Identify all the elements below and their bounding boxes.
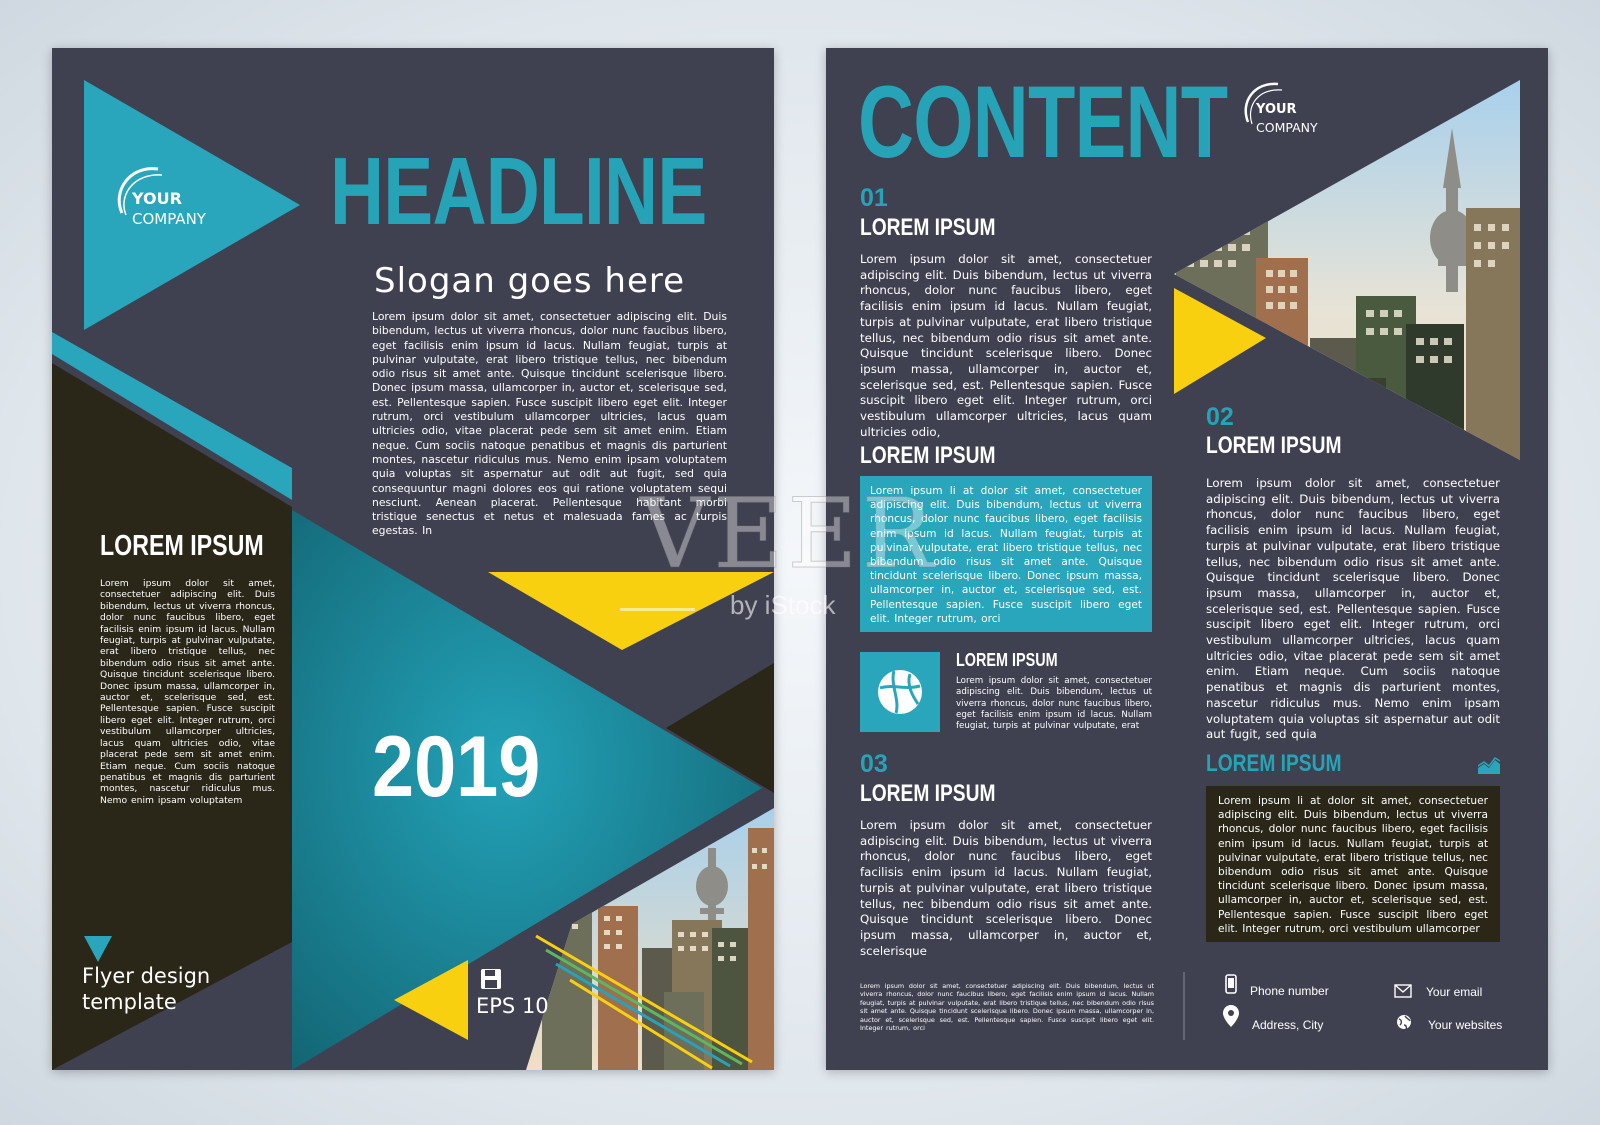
section2-text: Lorem ipsum dolor sit amet, consectetuer adipiscing elit. Duis bibendum, lectus ut viverra rhoncus, dolor nunc faucibus libero, eget facilisis enim ipsum id lacus. Nullam feugiat, turpis at pulvinar vulputate, erat libero tristique tellus, nec bibendum odio risus sit amet ante. Quisque tincidunt scelerisque libero. Donec ipsum massa, ullamcorper in, auctor et, scelerisque sed, est. Pellentesque sapien. Fusce suscipit libero eget elit. Integer rutrum, orci vestibulum ullamcorper ultricies, lacus quam ultricies odio, vitae placerat pede sem sit amet enim. Etiam neque. Cum sociis natoque penatibus et magnis dis parturient montes, nascetur ridiculus mus. Nemo enim ipsam voluptatem quia voluptas sit aspernatur aut odit aut fugit, sed quia bbox=[1206, 476, 1500, 742]
company-logo-right bbox=[1240, 78, 1340, 138]
section3-number: 03 bbox=[860, 750, 888, 778]
headline: HEADLINE bbox=[330, 138, 707, 245]
website-label: Your websites bbox=[1428, 1018, 1503, 1032]
footer-line1: Flyer design bbox=[82, 964, 211, 988]
basketball-icon bbox=[876, 668, 924, 716]
yellow-triangle-top bbox=[488, 572, 774, 650]
phone-label: Phone number bbox=[1250, 984, 1329, 998]
section2-title: LOREM IPSUM bbox=[1206, 432, 1342, 459]
company-logo bbox=[112, 161, 222, 231]
envelope-icon bbox=[1394, 984, 1412, 998]
section3-title: LOREM IPSUM bbox=[860, 780, 996, 807]
logo-line1: YOUR bbox=[132, 189, 182, 208]
chart-icon bbox=[1478, 756, 1500, 774]
intro-text: Lorem ipsum dolor sit amet, consectetuer adipiscing elit. Duis bibendum, lectus ut viverra rhoncus, dolor nunc faucibus libero, eget facilisis enim ipsum id lacus. Nullam feugiat, turpis at pulvinar vulputate, erat libero tristique tellus, nec bibendum odio risus sit amet ante. Quisque tincidunt scelerisque libero. Donec ipsum massa, ullamcorper in, auctor et, scelerisque sed, est. Pellentesque sapien. Fusce suscipit libero eget elit. Integer rutrum, orci vestibulum ullamcorper ultricies, lacus quam ultricies odio, vitae placerat pede sem sit amet enim. Etiam neque. Cum sociis natoque penatibus et magnis dis parturient montes, nascetur ridiculus mus. Nemo enim ipsam voluptatem quia voluptas sit aspernatur aut odit aut fugit, sed quia consequuntur magni dolores eos qui ratione voluptatem sequi nesciunt. Aenean placerat. Pellentesque habitant morbi tristique senectus et netus et malesuada fames ac turpis egestas. In bbox=[372, 310, 727, 538]
year: 2019 bbox=[372, 719, 541, 815]
section1-number: 01 bbox=[860, 184, 888, 212]
logo-line1: YOUR bbox=[1256, 102, 1297, 117]
footer-line2: template bbox=[82, 990, 177, 1014]
section2-number: 02 bbox=[1206, 403, 1234, 431]
dark-section-text: Lorem ipsum li at dolor sit amet, consectetuer adipiscing elit. Duis bibendum, lectus ut viverra rhoncus, dolor nunc faucibus libero, eget facilisis enim ipsum id lacus. Nullam feugiat, turpis at pulvinar vulputate, erat libero tristique tellus, nec bibendum odio risus sit amet ante. Quisque tincidunt scelerisque libero. Donec ipsum massa, ullamcorper in, auctor et, scelerisque sed, est. Pellentesque sapien. Fusce suscipit libero eget elit. Integer rutrum, orci vestibulum ullamcorper bbox=[1218, 795, 1488, 935]
watermark-sub: by iStock bbox=[730, 590, 836, 620]
flyer-left-page bbox=[52, 48, 774, 1070]
flyer-right-page bbox=[826, 48, 1548, 1070]
location-pin-icon bbox=[1222, 1004, 1240, 1028]
section-title: LOREM IPSUM bbox=[100, 530, 264, 562]
email-label: Your email bbox=[1426, 985, 1483, 999]
icon-section-text: Lorem ipsum dolor sit amet, consectetuer adipiscing elit. Duis bibendum, lectus ut viverra rhoncus, dolor nunc faucibus libero, eget facilisis enim ipsum id lacus. Nullam feugiat, turpis at pulvinar vulputate, erat bbox=[956, 676, 1152, 732]
logo-line2: COMPANY bbox=[132, 210, 206, 228]
section1-title: LOREM IPSUM bbox=[860, 214, 996, 241]
content-title: CONTENT bbox=[858, 65, 1228, 179]
highlight-text: Lorem ipsum li at dolor sit amet, consectetuer adipiscing elit. Duis bibendum, lectus ut viverra rhoncus, dolor nunc faucibus libero, eget facilisis enim ipsum id lacus. Nullam feugiat, turpis at pulvinar vulputate, erat libero tristique tellus, nec bibendum odio risus sit amet ante. Quisque tincidunt scelerisque libero. Donec ipsum massa, ullamcorper in, auctor et, scelerisque sed, est. Pellentesque sapien. Fusce suscipit libero eget elit. Integer rutrum, orci bbox=[870, 485, 1142, 625]
icon-section-title: LOREM IPSUM bbox=[956, 650, 1058, 670]
section-text: Lorem ipsum dolor sit amet, consectetuer adipiscing elit. Duis bibendum, lectus ut viverra rhoncus, dolor nunc faucibus libero, eget facilisis enim ipsum id lacus. Nullam feugiat, turpis at pulvinar vulputate, erat libero tristique tellus, nec bibendum odio risus sit amet ante. Quisque tincidunt scelerisque libero. Donec ipsum massa, ullamcorper in, auctor et, scelerisque sed, est. Pellentesque sapien. Fusce suscipit libero eget elit. Integer rutrum, orci vestibulum ullamcorper ultricies, lacus quam ultricies odio, vitae placerat pede sem sit amet enim. Etiam neque. Cum sociis natoque penatibus et magnis dis parturient montes, nascetur ridiculus mus. Nemo enim ipsam voluptatem bbox=[100, 578, 275, 806]
dark-section-title: LOREM IPSUM bbox=[1206, 750, 1342, 777]
logo-line2: COMPANY bbox=[1256, 120, 1318, 135]
section3-text: Lorem ipsum dolor sit amet, consectetuer adipiscing elit. Duis bibendum, lectus ut viverra rhoncus, dolor nunc faucibus libero, eget facilisis enim ipsum id lacus. Nullam feugiat, turpis at pulvinar vulputate, erat libero tristique tellus, nec bibendum odio risus sit amet ante. Quisque tincidunt scelerisque libero. Donec ipsum massa, ullamcorper in, auctor et, scelerisque bbox=[860, 818, 1152, 958]
section1-text: Lorem ipsum dolor sit amet, consectetuer adipiscing elit. Duis bibendum, lectus ut viverra rhoncus, dolor nunc faucibus libero, eget facilisis enim ipsum id lacus. Nullam feugiat, turpis at pulvinar vulputate, erat libero tristique tellus, nec bibendum odio risus sit amet ante. Quisque tincidunt scelerisque libero. Donec ipsum massa, ullamcorper in, auctor et, scelerisque sed, est. Pellentesque sapien. Fusce suscipit libero eget elit. Integer rutrum, orci vestibulum ullamcorper ultricies, lacus quam ultricies odio, bbox=[860, 252, 1152, 439]
address-label: Address, City bbox=[1252, 1018, 1324, 1032]
watermark-brand: VEER bbox=[640, 478, 938, 590]
globe-icon bbox=[1396, 1014, 1412, 1030]
footer-text: Lorem ipsum dolor sit amet, consectetuer adipiscing elit. Duis bibendum, lectus ut viverra rhoncus, dolor nunc faucibus libero, eget facilisis enim ipsum id lacus. Nullam feugiat, turpis at pulvinar vulputate, erat libero tristique tellus, nec bibendum odio risus sit amet ante. Quisque tincidunt scelerisque libero. Donec ipsum massa, ullamcorper in, auctor et, scelerisque sed, est. Pellentesque sapien. Fusce suscipit libero eget elit. Integer rutrum, orci bbox=[860, 982, 1154, 1033]
highlight-title: LOREM IPSUM bbox=[860, 442, 996, 469]
eps-label: EPS 10 bbox=[476, 994, 549, 1018]
phone-icon bbox=[1224, 974, 1238, 994]
floppy-disk-icon bbox=[480, 968, 502, 990]
slogan: Slogan goes here bbox=[374, 261, 686, 301]
